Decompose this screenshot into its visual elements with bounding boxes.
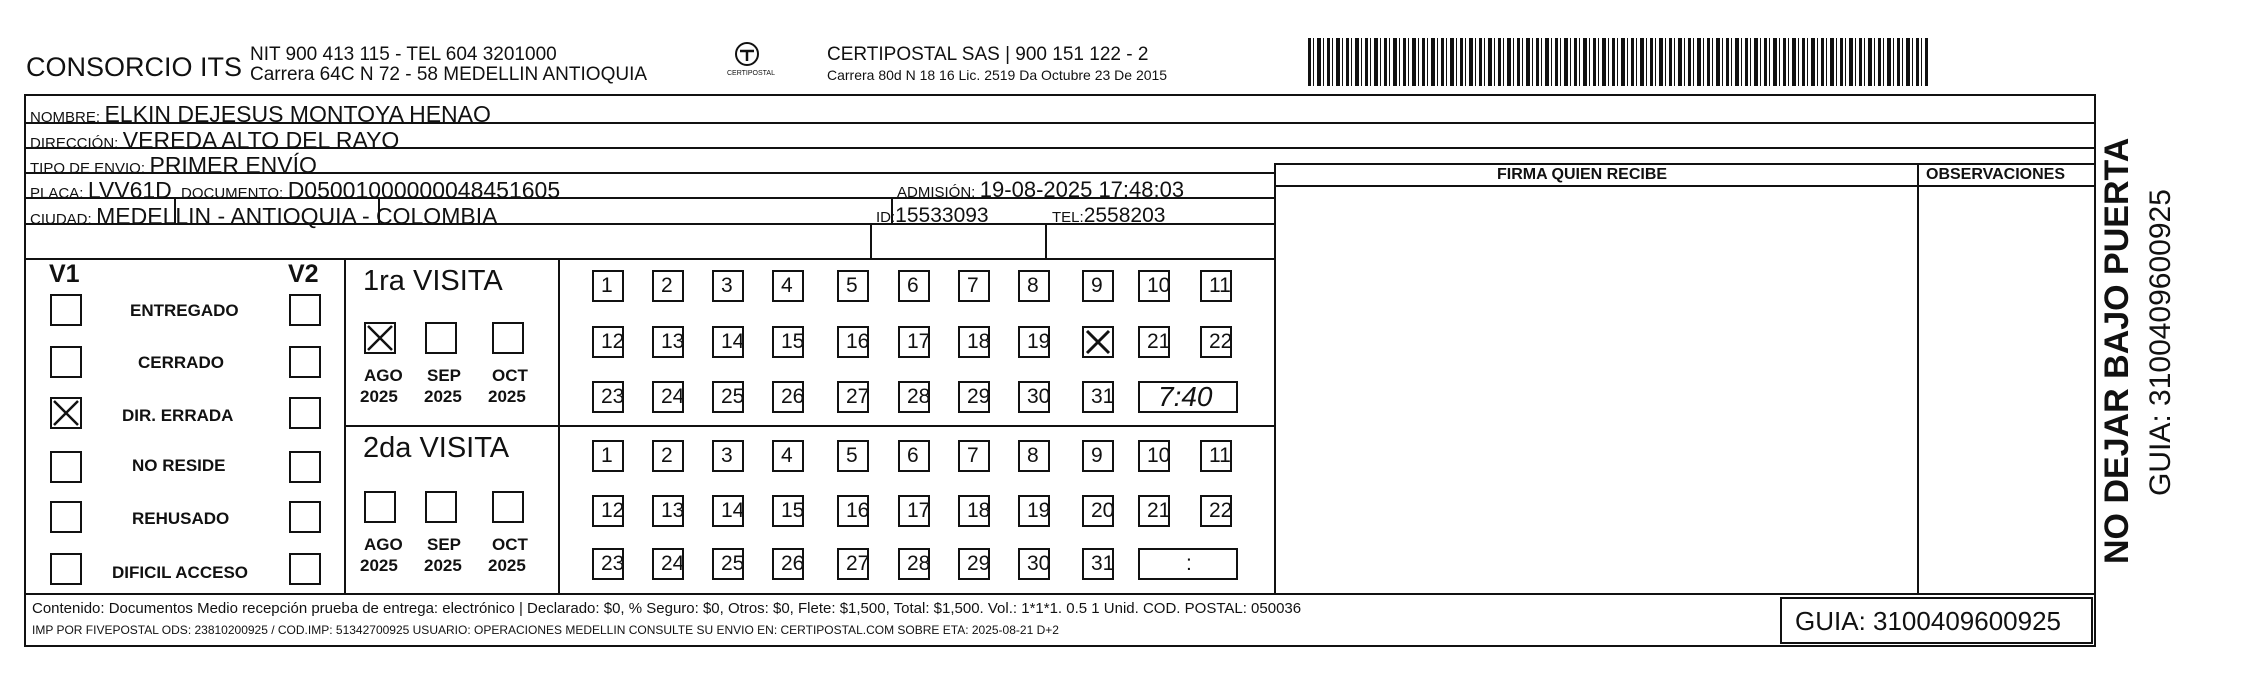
first-visit-day-box[interactable]: 12 — [592, 326, 624, 358]
first-visit-day-box[interactable]: 30 — [1018, 381, 1050, 413]
second-visit-day-box[interactable]: 5 — [837, 440, 869, 472]
consortium-name: CONSORCIO ITS — [26, 52, 243, 82]
first-visit-day-box[interactable]: 21 — [1138, 326, 1170, 358]
nombre-label: NOMBRE: — [30, 109, 101, 126]
first-visit-day-box[interactable]: 7 — [958, 270, 990, 302]
barcode — [1308, 38, 1928, 86]
second-visit-day-box[interactable]: 17 — [898, 495, 930, 527]
first-visit-day-box[interactable]: 2 — [652, 270, 684, 302]
documento-value: D05001000000048451605 — [287, 177, 561, 203]
v2-checkbox-dificil-acceso[interactable] — [289, 553, 321, 585]
first-visit-day-box[interactable]: 28 — [898, 381, 930, 413]
second-visit-day-box[interactable]: 2 — [652, 440, 684, 472]
v1-checkbox-rehusado[interactable] — [50, 501, 82, 533]
second-visit-month-ago[interactable] — [364, 491, 396, 523]
v2-checkbox-entregado[interactable] — [289, 294, 321, 326]
second-visit-month-sep[interactable] — [425, 491, 457, 523]
imp-line: IMP POR FIVEPOSTAL ODS: 23810200925 / COD.IMP: 51342700925 USUARIO: OPERACIONES MEDELLIN CONSULTE SU ENVIO EN: CERTIPOSTAL.COM SOBRE ETA: 2025-08-21 D+2 — [32, 623, 1059, 637]
second-visit-day-box[interactable]: 30 — [1018, 548, 1050, 580]
side-warning: NO DEJAR BAJO PUERTA — [2098, 137, 2136, 564]
first-year-oct: 2025 — [488, 387, 526, 406]
tipo-row — [30, 154, 317, 177]
second-visit-day-box[interactable]: 3 — [712, 440, 744, 472]
first-visit-month-ago[interactable] — [364, 322, 396, 354]
id-value: 15533093 — [895, 204, 989, 227]
first-visit-month-oct[interactable] — [492, 322, 524, 354]
first-visit-day-box[interactable]: 25 — [712, 381, 744, 413]
first-visit-title: 1ra VISITA — [363, 265, 503, 297]
admision-row — [897, 179, 1184, 201]
placa-row — [30, 179, 172, 202]
check-mark-icon — [52, 399, 80, 427]
first-visit-day-box[interactable]: 6 — [898, 270, 930, 302]
first-visit-day-box[interactable]: 1 — [592, 270, 624, 302]
first-year-sep: 2025 — [424, 387, 462, 406]
tel-row — [1052, 205, 1165, 226]
first-visit-day-box[interactable]: 10 — [1138, 270, 1170, 302]
certipostal-address: Carrera 80d N 18 16 Lic. 2519 Da Octubre 23 De 2015 — [827, 67, 1168, 83]
second-visit-day-box[interactable]: 8 — [1018, 440, 1050, 472]
tipo-value: PRIMER ENVÍO — [149, 152, 317, 178]
ciudad-row — [30, 205, 497, 228]
second-visit-day-box[interactable]: 26 — [772, 548, 804, 580]
v2-checkbox-rehusado[interactable] — [289, 501, 321, 533]
second-month-ago: AGO — [364, 535, 403, 554]
second-visit-day-box[interactable]: 7 — [958, 440, 990, 472]
admision-value: 19-08-2025 17:48:03 — [979, 177, 1185, 202]
second-visit-day-box[interactable]: 21 — [1138, 495, 1170, 527]
status-label-rehusado: REHUSADO — [132, 509, 230, 528]
first-visit-month-sep[interactable] — [425, 322, 457, 354]
v2-checkbox-cerrado[interactable] — [289, 346, 321, 378]
first-visit-day-box[interactable]: 24 — [652, 381, 684, 413]
documento-label: DOCUMENTO: — [181, 185, 284, 202]
second-month-sep: SEP — [427, 535, 462, 554]
second-visit-day-box[interactable]: 23 — [592, 548, 624, 580]
second-visit-month-oct[interactable] — [492, 491, 524, 523]
first-visit-day-box[interactable]: 3 — [712, 270, 744, 302]
v2-checkbox-no-reside[interactable] — [289, 451, 321, 483]
admision-label: ADMISIÓN: — [897, 184, 976, 201]
v1-checkbox-cerrado[interactable] — [50, 346, 82, 378]
tipo-label: TIPO DE ENVIO: — [30, 160, 146, 177]
id-row — [876, 205, 989, 226]
check-mark-icon — [1084, 328, 1112, 356]
first-visit-day-box[interactable]: 8 — [1018, 270, 1050, 302]
second-year-oct: 2025 — [488, 556, 526, 575]
first-visit-day-box[interactable]: 17 — [898, 326, 930, 358]
first-visit-day-box[interactable]: 26 — [772, 381, 804, 413]
second-visit-day-box[interactable]: 4 — [772, 440, 804, 472]
first-month-oct: OCT — [492, 366, 528, 385]
second-visit-day-box[interactable]: 20 — [1082, 495, 1114, 527]
second-visit-day-box[interactable]: 11 — [1200, 440, 1232, 472]
id-label: ID: — [876, 209, 896, 226]
first-visit-day-box[interactable]: 4 — [772, 270, 804, 302]
direccion-value: VEREDA ALTO DEL RAYO — [122, 127, 400, 153]
second-visit-time-box[interactable]: : — [1138, 548, 1238, 580]
certipostal-logo-icon — [727, 40, 775, 86]
second-visit-day-box[interactable]: 31 — [1082, 548, 1114, 580]
second-visit-day-box[interactable]: 19 — [1018, 495, 1050, 527]
second-visit-day-box[interactable]: 29 — [958, 548, 990, 580]
v1-label: V1 — [49, 260, 80, 288]
second-visit-day-box[interactable]: 28 — [898, 548, 930, 580]
contenido-line: Contenido: Documentos Medio recepción prueba de entrega: electrónico | Declarado: $0, % Seguro: $0, Otros: $0, Flete: $1,500, Total: $1,500. Vol.: 1*1*1. 0.5 1 Unid. COD. POSTAL: 050036 — [32, 600, 1302, 617]
first-visit-day-box[interactable]: 5 — [837, 270, 869, 302]
placa-label: PLACA: — [30, 185, 84, 202]
v2-checkbox-dir-errada[interactable] — [289, 397, 321, 429]
second-month-oct: OCT — [492, 535, 528, 554]
second-visit-day-box[interactable]: 9 — [1082, 440, 1114, 472]
second-visit-day-box[interactable]: 10 — [1138, 440, 1170, 472]
first-visit-day-box[interactable]: 19 — [1018, 326, 1050, 358]
second-visit-day-box[interactable]: 1 — [592, 440, 624, 472]
second-visit-day-box[interactable]: 16 — [837, 495, 869, 527]
tel-label: TEL: — [1052, 209, 1084, 226]
first-visit-day-box[interactable]: 29 — [958, 381, 990, 413]
v1-checkbox-dir-errada[interactable] — [50, 397, 82, 429]
direccion-row — [30, 129, 399, 152]
second-visit-day-box[interactable]: 15 — [772, 495, 804, 527]
first-visit-day-box[interactable]: 23 — [592, 381, 624, 413]
placa-value: LVV61D — [87, 177, 172, 203]
observaciones-header: OBSERVACIONES — [1926, 166, 2065, 183]
second-visit-day-box[interactable]: 18 — [958, 495, 990, 527]
v1-checkbox-dificil-acceso[interactable] — [50, 553, 82, 585]
ciudad-label: CIUDAD: — [30, 211, 92, 228]
second-year-ago: 2025 — [360, 556, 398, 575]
first-visit-day-box[interactable]: 13 — [652, 326, 684, 358]
direccion-label: DIRECCIÓN: — [30, 135, 119, 152]
nit-line: NIT 900 413 115 - TEL 604 3201000 — [250, 44, 557, 65]
second-visit-day-box[interactable]: 12 — [592, 495, 624, 527]
nombre-value: ELKIN DEJESUS MONTOYA HENAO — [104, 101, 491, 127]
second-visit-day-box[interactable]: 25 — [712, 548, 744, 580]
first-visit-day-box[interactable] — [1082, 326, 1114, 358]
first-visit-day-box[interactable]: 14 — [712, 326, 744, 358]
second-visit-day-box[interactable]: 6 — [898, 440, 930, 472]
side-guia: GUIA: 3100409600925 — [2144, 189, 2177, 496]
first-visit-day-box[interactable]: 22 — [1200, 326, 1232, 358]
first-visit-day-box[interactable]: 27 — [837, 381, 869, 413]
status-label-entregado: ENTREGADO — [130, 301, 239, 320]
certipostal-line: CERTIPOSTAL SAS | 900 151 122 - 2 — [827, 44, 1149, 65]
ciudad-value: MEDELLIN - ANTIOQUIA - COLOMBIA — [96, 203, 498, 229]
address-line: Carrera 64C N 72 - 58 MEDELLIN ANTIOQUIA — [250, 64, 648, 85]
status-label-dir-errada: DIR. ERRADA — [122, 406, 234, 425]
firma-header: FIRMA QUIEN RECIBE — [1497, 166, 1668, 183]
second-visit-day-box[interactable]: 14 — [712, 495, 744, 527]
second-visit-day-box[interactable]: 24 — [652, 548, 684, 580]
second-year-sep: 2025 — [424, 556, 462, 575]
first-visit-day-box[interactable]: 18 — [958, 326, 990, 358]
v1-checkbox-no-reside[interactable] — [50, 451, 82, 483]
documento-row — [181, 179, 560, 202]
first-visit-day-box[interactable]: 11 — [1200, 270, 1232, 302]
second-visit-title: 2da VISITA — [363, 432, 510, 464]
logo-text: CERTIPOSTAL — [727, 70, 775, 77]
nombre-row — [30, 103, 491, 126]
first-month-ago: AGO — [364, 366, 403, 385]
check-mark-icon — [366, 324, 394, 352]
v2-label: V2 — [288, 260, 319, 288]
second-visit-day-box[interactable]: 27 — [837, 548, 869, 580]
status-label-dificil-acceso: DIFICIL ACCESO — [112, 563, 249, 582]
first-visit-day-box[interactable]: 15 — [772, 326, 804, 358]
status-label-cerrado: CERRADO — [138, 353, 224, 372]
first-visit-day-box[interactable]: 16 — [837, 326, 869, 358]
guia-footer: GUIA: 3100409600925 — [1795, 606, 2061, 636]
first-month-sep: SEP — [427, 366, 462, 385]
first-visit-time-box[interactable]: 7:40 — [1138, 381, 1238, 413]
first-visit-day-box[interactable]: 9 — [1082, 270, 1114, 302]
v1-checkbox-entregado[interactable] — [50, 294, 82, 326]
second-visit-day-box[interactable]: 22 — [1200, 495, 1232, 527]
second-visit-day-box[interactable]: 13 — [652, 495, 684, 527]
first-visit-day-box[interactable]: 31 — [1082, 381, 1114, 413]
first-year-ago: 2025 — [360, 387, 398, 406]
status-label-no-reside: NO RESIDE — [132, 456, 226, 475]
tel-value: 2558203 — [1083, 204, 1166, 227]
